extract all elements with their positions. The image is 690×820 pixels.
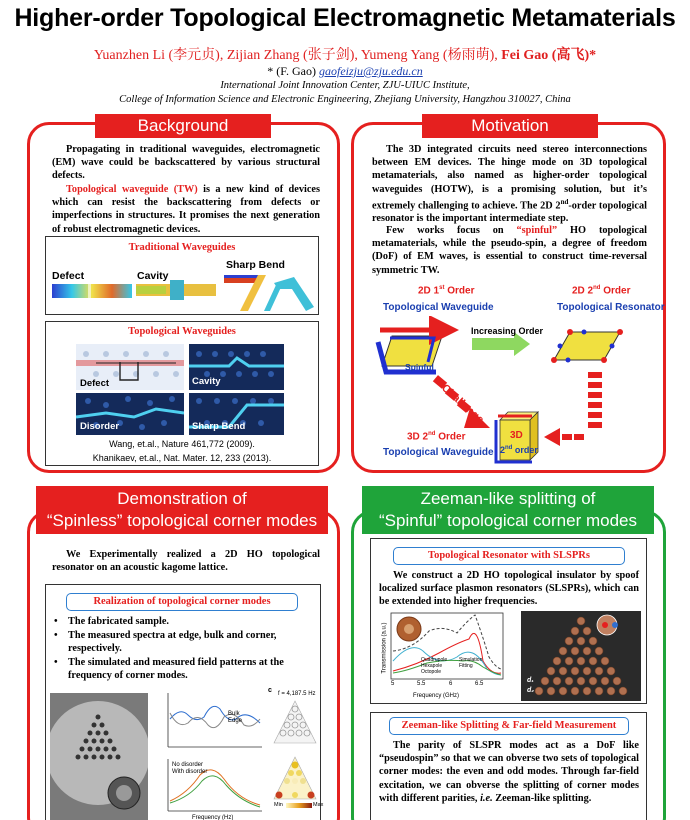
background-title: Background <box>95 114 271 138</box>
legend-fitting: Fitting <box>459 663 473 669</box>
cube-order-pre: 2 <box>500 445 506 455</box>
corner-modes-box-title: Realization of topological corner modes <box>66 593 298 611</box>
order-3d-2nd-sup: nd <box>428 431 436 437</box>
order-3d-2nd-pre: 3D 2 <box>407 431 429 443</box>
order-3d-2nd-label <box>407 431 465 442</box>
zeeman-title-line-2: “Spinful” topological corner modes <box>379 511 637 530</box>
corresponding-prefix: * (F. Gao) <box>267 64 316 78</box>
zeeman-paragraph-text-end: Zeeman-like splitting. <box>492 792 592 804</box>
spinful-label: Spinful <box>405 362 434 372</box>
corner-modes-box <box>45 584 324 820</box>
background-paragraph-2 <box>52 183 320 236</box>
order-2d-2nd-post: Order <box>600 285 631 297</box>
legend-bulk: Bulk <box>228 711 240 717</box>
legend-edge: Edge <box>228 718 243 724</box>
motivation-p1-sup: nd <box>560 197 569 206</box>
x-tick: 6.5 <box>475 681 484 687</box>
transmission-chart <box>377 611 515 699</box>
cube-3d-label: 3D <box>510 430 523 441</box>
zeeman-ie: i.e. <box>480 792 493 804</box>
trad-defect-label: Defect <box>52 270 85 282</box>
spinful-term: “spinful” <box>516 225 558 236</box>
slspr-paragraph: We construct a 2D HO topological insulator by spoof localized surface plasmon resonators (SLSPRs), which can be extended into higher frequencies. <box>379 570 639 608</box>
legend-no-disorder: No disorder <box>172 762 204 768</box>
cube-order-label <box>500 445 538 455</box>
spectra-x-axis-label: Frequency (Hz) <box>192 815 234 820</box>
challenge-label: Challenge <box>438 382 487 427</box>
lattice-d2-label: d₂ <box>527 687 534 694</box>
slspr-box-title: Topological Resonator with SLSPRs <box>393 547 625 565</box>
zeeman-paragraph-text: The parity of SLSPR modes act as a DoF like “pseudospin” so that we can obverse two sets of topological corner modes: the even and odd modes. Through far-field excitation, we can obverse the splitting of corner modes with different parities, <box>379 740 639 804</box>
legend-simulation: Simulation <box>459 657 483 663</box>
slspr-lattice-image <box>521 611 641 701</box>
bullet-item: • The fabricated sample. <box>54 615 314 628</box>
trad-defect-field-image <box>52 284 132 298</box>
demonstration-paragraph: We Experimentally realized a 2D HO topological resonator on an acoustic kagome lattice. <box>52 549 320 574</box>
x-tick: 5.5 <box>417 681 426 687</box>
traditional-waveguides-title: Traditional Waveguides <box>128 242 236 253</box>
topo-cavity-label: Cavity <box>192 376 221 387</box>
legend-octopole: Octopole <box>421 669 442 675</box>
order-2d-1st-post: Order <box>444 285 475 297</box>
legend-hexapole: Hexapole <box>421 663 443 669</box>
author-list <box>0 44 690 64</box>
corner-mode-frequency: f = 4,187.5 Hz <box>278 691 316 697</box>
affiliation-line-2: College of Information Science and Electronic Engineering, Zhejiang University, Hangzhou 310027, China <box>119 94 571 105</box>
bullet-item: • The measured spectra at edge, bulk and corner, respectively. <box>54 629 314 655</box>
topological-waveguides-box <box>45 321 319 466</box>
corner-modes-bullets <box>54 615 314 683</box>
measured-field-pattern <box>272 755 318 803</box>
topo-disorder-label: Disorder <box>80 421 120 432</box>
order-2d-1st-sup: st <box>439 285 445 291</box>
poster-title: Higher-order Topological Electromagnetic Metamaterials <box>14 4 676 32</box>
topological-waveguide-3d-label: Topological Waveguide <box>383 447 494 458</box>
increasing-order-label: Increasing Order <box>471 326 544 336</box>
demonstration-title-line-1: Demonstration of <box>117 489 247 508</box>
topological-waveguide-term: Topological waveguide (TW) <box>66 184 198 195</box>
simulated-field-pattern <box>272 699 318 747</box>
order-2d-2nd-sup: nd <box>593 285 601 291</box>
topological-waveguides-title: Topological Waveguides <box>128 326 236 337</box>
legend-with-disorder: With disorder <box>172 769 208 775</box>
x-tick: 6 <box>449 681 453 687</box>
panel-c-label: c <box>268 687 272 694</box>
fabricated-sample-image <box>50 693 148 820</box>
field-colorbar <box>286 803 312 808</box>
lattice-d1-label: d₁ <box>527 677 534 684</box>
colorbar-min: Min <box>274 802 283 808</box>
zeeman-box-title: Zeeman-like Splitting & Far-field Measurement <box>389 717 629 735</box>
reference-wang: Wang, et.al., Nature 461,772 (2009). <box>109 439 255 449</box>
slspr-resonator-box <box>370 538 647 704</box>
topo-sharp-bend-label: Sharp Bend <box>192 421 246 432</box>
trad-cavity-label: Cavity <box>137 270 169 282</box>
email-link[interactable]: gaofeizju@zju.edu.cn <box>319 64 423 78</box>
trad-cavity-field-image <box>136 280 216 300</box>
cube-order-post: order <box>512 445 538 455</box>
order-2d-1st-pre: 2D 1 <box>418 285 440 297</box>
order-2d-2nd-label <box>572 285 630 296</box>
measured-spectra-chart <box>154 689 264 820</box>
chart-x-label: Frequency (GHz) <box>413 693 460 699</box>
topological-resonator-label: Topological Resonator <box>557 302 665 313</box>
colorbar-max: Max <box>313 802 324 808</box>
demonstration-title-line-2: “Spinless” topological corner modes <box>46 511 318 530</box>
demonstration-title <box>36 486 328 534</box>
motivation-title: Motivation <box>422 114 598 138</box>
reference-khanikaev: Khanikaev, et.al., Nat. Mater. 12, 233 (2013). <box>92 453 272 463</box>
motivation-p2-text: Few works focus on <box>386 225 517 236</box>
cube-order-sup: nd <box>505 445 513 451</box>
chart-y-label: Transmission (a.u.) <box>381 622 388 674</box>
zeeman-splitting-box <box>370 712 647 820</box>
background-paragraph-2-text: is a new kind of devices which can resist the backscattering from defects or imperfections in structures. It promises the next generation of robust electromagnetic devices. <box>52 184 320 235</box>
motivation-paragraph-1 <box>372 143 647 226</box>
motivation-p1-text: The 3D integrated circuits need stereo interconnections between EM devices. The hinge mode on 3D topological metamaterials, also named as higher-order topological waveguides (HOTW), is a promising solution, but it’s extremely challenging to achieve. The 2D 2 <box>372 144 647 212</box>
order-3d-2nd-post: Order <box>435 431 466 443</box>
x-tick: 5 <box>391 681 395 687</box>
legend-quadrupole: Quadrupole <box>421 657 448 663</box>
motivation-paragraph-2 <box>372 224 647 277</box>
motivation-p2-text-end: HO topological metamaterials, while the pseudo-spin, a degree of freedom (DoF) of EM waves, is essential to construct time-reversal symmetric TW. <box>372 225 647 276</box>
trad-sharp-bend-field-image <box>224 273 316 313</box>
background-paragraph-1: Propagating in traditional waveguides, electromagnetic (EM) wave could be backscattered by various structural defects. <box>52 144 320 182</box>
zeeman-title-line-1: Zeeman-like splitting of <box>420 489 596 508</box>
trad-sharp-bend-label: Sharp Bend <box>226 259 285 271</box>
corresponding-author <box>0 64 690 79</box>
co-authors: Yuanzhen Li (李元贞), Zijian Zhang (张子剑), Yumeng Yang (杨雨萌), <box>93 48 498 63</box>
topo-defect-label: Defect <box>80 378 110 389</box>
lead-author: Fei Gao (高飞)* <box>501 48 597 63</box>
bullet-item: • The simulated and measured field patterns at the frequency of corner modes. <box>54 656 314 682</box>
order-2d-1st-label <box>418 285 474 296</box>
zeeman-paragraph <box>379 739 639 805</box>
topological-waveguide-label: Topological Waveguide <box>383 302 494 313</box>
affiliation-line-1: International Joint Innovation Center, ZJU-UIUC Institute, <box>220 80 470 91</box>
traditional-waveguides-box <box>45 236 319 315</box>
motivation-p1-text-end: -order topological resonator is the important intermediate step. <box>372 200 647 225</box>
zeeman-title <box>362 486 654 534</box>
order-2d-2nd-pre: 2D 2 <box>572 285 594 297</box>
motivation-diagram <box>372 316 657 466</box>
